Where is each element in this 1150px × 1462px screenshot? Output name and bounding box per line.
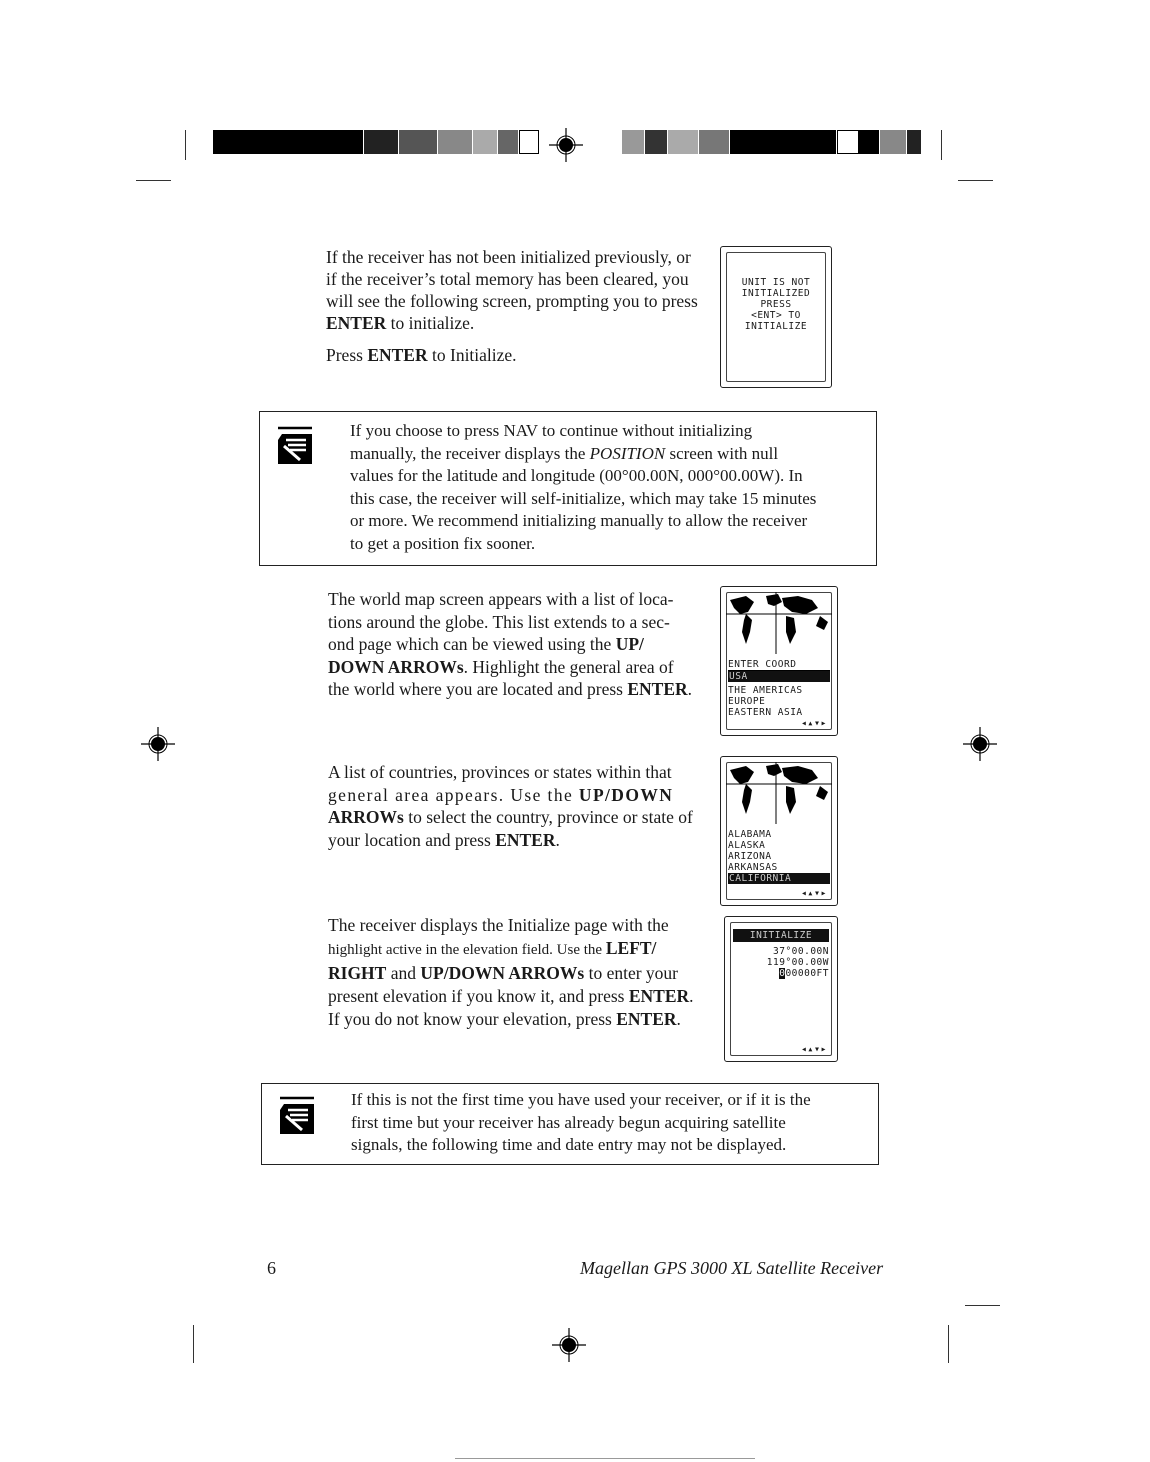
lcd-title: INITIALIZE — [733, 929, 829, 942]
lcd-latitude: 37°00.00N — [773, 946, 829, 957]
crop-mark — [965, 1305, 1000, 1306]
note-line: values for the latitude and longitude (00°00.00N, 000°00.00W). In — [350, 466, 803, 485]
note-line: or more. We recommend initializing manually to allow the receiver — [350, 511, 808, 530]
lcd-list-item[interactable]: ARIZONA — [728, 851, 772, 862]
note-line: If this is not the first time you have used your receiver, or if it is the — [351, 1090, 811, 1109]
text-line: the world where you are located and press ENTER. — [328, 679, 693, 699]
text-line: if the receiver’s total memory has been cleared, you — [326, 269, 689, 289]
text-line: general area appears. Use the UP/DOWN — [328, 784, 674, 805]
page-number: 6 — [267, 1258, 276, 1278]
registration-mark-icon — [549, 128, 583, 162]
country-list-paragraph — [328, 761, 700, 851]
note-text — [351, 1089, 856, 1157]
text-line: RIGHT and UP/DOWN ARROWs to enter your — [328, 963, 679, 983]
note-icon — [278, 1096, 316, 1136]
initialize-paragraph — [328, 914, 700, 1031]
text-line: present elevation if you know it, and press ENTER. — [328, 986, 694, 1006]
crop-mark — [193, 1325, 194, 1363]
lcd-list-item[interactable]: THE AMERICAS — [728, 685, 803, 696]
lcd-line: UNIT IS NOT — [741, 277, 811, 288]
lcd-screen-state-list — [720, 756, 838, 906]
crop-mark — [948, 1325, 949, 1363]
lcd-elevation[interactable]: 000000FT — [779, 968, 829, 979]
text-line: tions around the globe. This list extends to a sec- — [328, 611, 670, 632]
text-line: highlight active in the elevation field. Use the LEFT/ — [328, 938, 657, 958]
color-bar-right — [622, 130, 922, 154]
lcd-list-item[interactable]: ALABAMA — [728, 829, 772, 840]
lcd-screen-initialize — [724, 916, 838, 1062]
lcd-screen-uninitialized — [720, 246, 832, 388]
intro-paragraph — [326, 246, 698, 366]
note-icon — [276, 426, 314, 466]
crop-mark — [941, 130, 942, 160]
lcd-line: PRESS — [760, 299, 792, 310]
arrow-keys-icon: ◂▴▾▸ — [800, 718, 827, 729]
lcd-screen-world-map — [720, 586, 838, 736]
text-line: The receiver displays the Initialize page with the — [328, 915, 669, 935]
text-line: will see the following screen, prompting you to press — [326, 291, 698, 311]
text-line: Press ENTER to Initialize. — [326, 345, 517, 365]
arrow-keys-icon: ◂▴▾▸ — [800, 1044, 827, 1055]
lcd-line: <ENT> TO — [751, 310, 801, 321]
world-map-paragraph — [328, 588, 700, 701]
lcd-list-item[interactable]: EASTERN ASIA — [728, 707, 803, 718]
lcd-longitude: 119°00.00W — [766, 957, 829, 968]
text-line: If you do not know your elevation, press ENTER. — [328, 1009, 681, 1029]
note-line: to get a position fix sooner. — [350, 533, 536, 553]
text-line: DOWN ARROWs. Highlight the general area of — [328, 656, 674, 677]
note-line: manually, the receiver displays the POSITION screen with null — [350, 443, 779, 463]
note-line: signals, the following time and date entry may not be displayed. — [351, 1135, 787, 1154]
lcd-list-item[interactable]: ALASKA — [728, 840, 766, 851]
lcd-selected-item[interactable]: CALIFORNIA — [728, 873, 830, 884]
world-map-icon — [726, 592, 832, 654]
crop-mark — [185, 130, 186, 160]
registration-mark-icon — [963, 727, 997, 761]
lcd-line: INITIALIZED — [741, 288, 811, 299]
color-bar-left — [213, 130, 539, 154]
lcd-selected-item[interactable]: USA — [728, 671, 830, 682]
arrow-keys-icon: ◂▴▾▸ — [800, 888, 827, 899]
footer-title: Magellan GPS 3000 XL Satellite Receiver — [580, 1258, 884, 1278]
text-line: A list of countries, provinces or states within that — [328, 762, 672, 782]
note-text — [350, 420, 852, 555]
text-line: The world map screen appears with a list of loca- — [328, 589, 674, 609]
lcd-header: ENTER COORD — [728, 659, 830, 671]
world-map-icon — [726, 762, 832, 824]
text-line: ond page which can be viewed using the UP/ — [328, 634, 644, 654]
note-line: If you choose to press NAV to continue without initializing — [350, 421, 753, 440]
lcd-list-item[interactable]: ARKANSAS — [728, 862, 778, 873]
crop-mark — [136, 180, 171, 181]
text-line: your location and press ENTER. — [328, 829, 560, 850]
text-line: If the receiver has not been initialized previously, or — [326, 247, 691, 267]
lcd-list-item[interactable]: EUROPE — [728, 696, 766, 707]
note-line: this case, the receiver will self-initialize, which may take 15 minutes — [350, 488, 817, 508]
crop-mark — [455, 1458, 755, 1459]
crop-mark — [958, 180, 993, 181]
registration-mark-icon — [552, 1328, 586, 1362]
text-line: ARROWs to select the country, province or state of — [328, 807, 693, 827]
note-line: first time but your receiver has already begun acquiring satellite — [351, 1112, 786, 1132]
text-line: ENTER to initialize. — [326, 313, 475, 333]
registration-mark-icon — [141, 727, 175, 761]
lcd-line: INITIALIZE — [744, 321, 808, 332]
